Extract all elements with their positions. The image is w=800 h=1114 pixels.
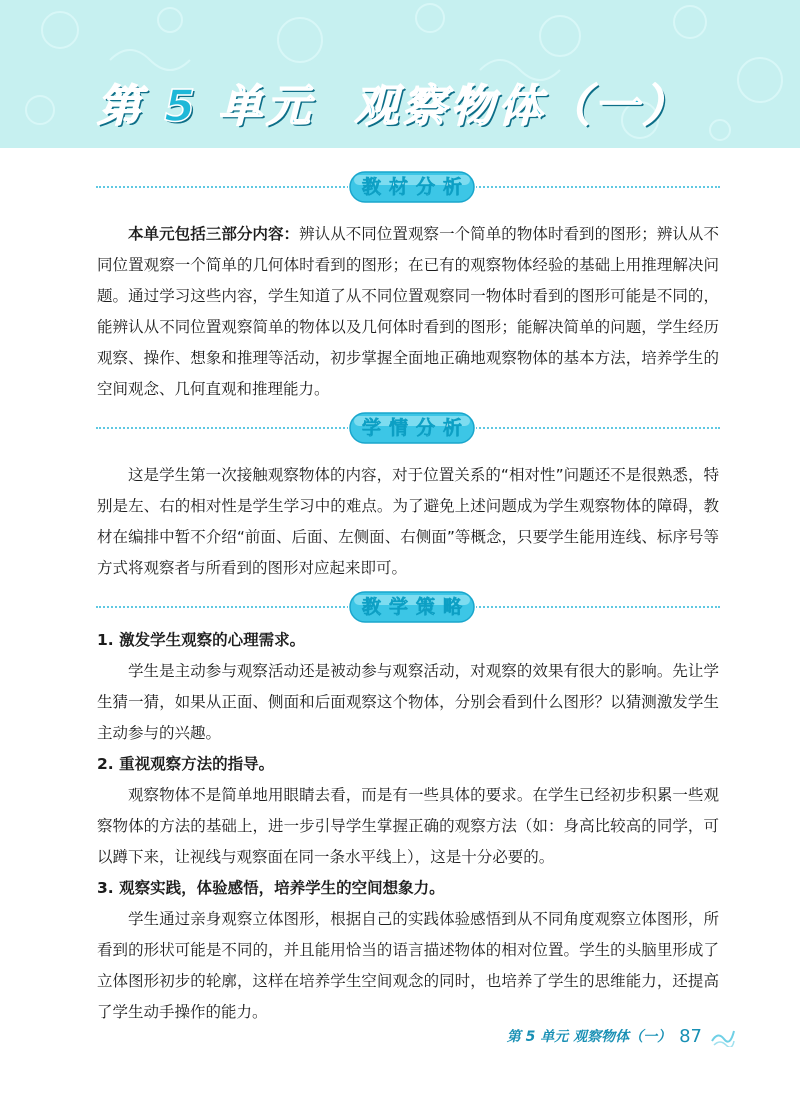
analysis-paragraph (97, 219, 719, 405)
strategy-3-title: 3. 观察实践，体验感悟，培养学生的空间想象力。 (97, 879, 445, 897)
section-heading-text: 教学策略 (361, 596, 470, 618)
unit-name: 观察物体（一） (354, 81, 691, 132)
learner-paragraph: 这是学生第一次接触观察物体的内容，对于位置关系的“相对性”问题还不是很熟悉，特别是左、右的相对性是学生学习中的难点。为了避免上述问题成为学生观察物体的障碍，教材在编排中暂不介绍“前面、后面、左侧面、右侧面”等概念，只要学生能用连线、标序号等方式将观察者与所看到的图形对应起来即可。 (97, 466, 719, 577)
running-title: 第 5 单元 观察物体（一） (506, 1029, 672, 1045)
unit-number-label: 第 5 单元 (97, 81, 315, 132)
page-number: 87 (679, 1025, 702, 1047)
strategy-1-title: 1. 激发学生观察的心理需求。 (97, 631, 306, 649)
page-footer (507, 1022, 736, 1050)
strategy-2-title: 2. 重视观察方法的指导。 (97, 755, 275, 773)
section-heading-learner (96, 408, 720, 448)
analysis-lead: 本单元包括三部分内容： (128, 225, 300, 243)
section-badge (348, 169, 476, 205)
section-badge (348, 589, 476, 625)
strategy-1-text: 学生是主动参与观察活动还是被动参与观察活动，对观察的效果有很大的影响。先让学生猜一猜，如果从正面、侧面和后面观察这个物体，分别会看到什么图形？以猜测激发学生主动参与的兴趣。 (97, 662, 719, 742)
analysis-text: 辨认从不同位置观察一个简单的物体时看到的图形；辨认从不同位置观察一个简单的几何体时看到的图形；在已有的观察物体经验的基础上用推理解决问题。通过学习这些内容，学生知道了从不同位置观察同一物体时看到的图形可能是不同的，能辨认从不同位置观察简单的物体以及几何体时看到的图形；能解决简单的问题，学生经历观察、操作、想象和推理等活动，初步掌握全面地正确地观察物体的基本方法，培养学生的空间观念、几何直观和推理能力。 (97, 225, 719, 398)
section-heading-text: 教材分析 (361, 176, 470, 198)
section-heading-strategy (96, 587, 720, 627)
section-heading-analysis (96, 167, 720, 207)
strategy-3-text: 学生通过亲身观察立体图形，根据自己的实践体验感悟到从不同角度观察立体图形，所看到的形状可能是不同的，并且能用恰当的语言描述物体的相对位置。学生的头脑里形成了立体图形初步的轮廓，这样在培养学生空间观念的同时，也培养了学生的思维能力，还提高了学生动手操作的能力。 (97, 910, 719, 1021)
section-heading-text: 学情分析 (361, 417, 470, 439)
chapter-banner (0, 0, 800, 148)
strategy-2-text: 观察物体不是简单地用眼睛去看，而是有一些具体的要求。在学生已经初步积累一些观察物体的方法的基础上，进一步引导学生掌握正确的观察方法（如：身高比较高的同学，可以蹲下来，让视线与观察面在同一条水平线上），这是十分必要的。 (97, 786, 719, 866)
unit-title (97, 72, 690, 142)
section-badge (348, 410, 476, 446)
wave-icon (710, 1025, 736, 1047)
